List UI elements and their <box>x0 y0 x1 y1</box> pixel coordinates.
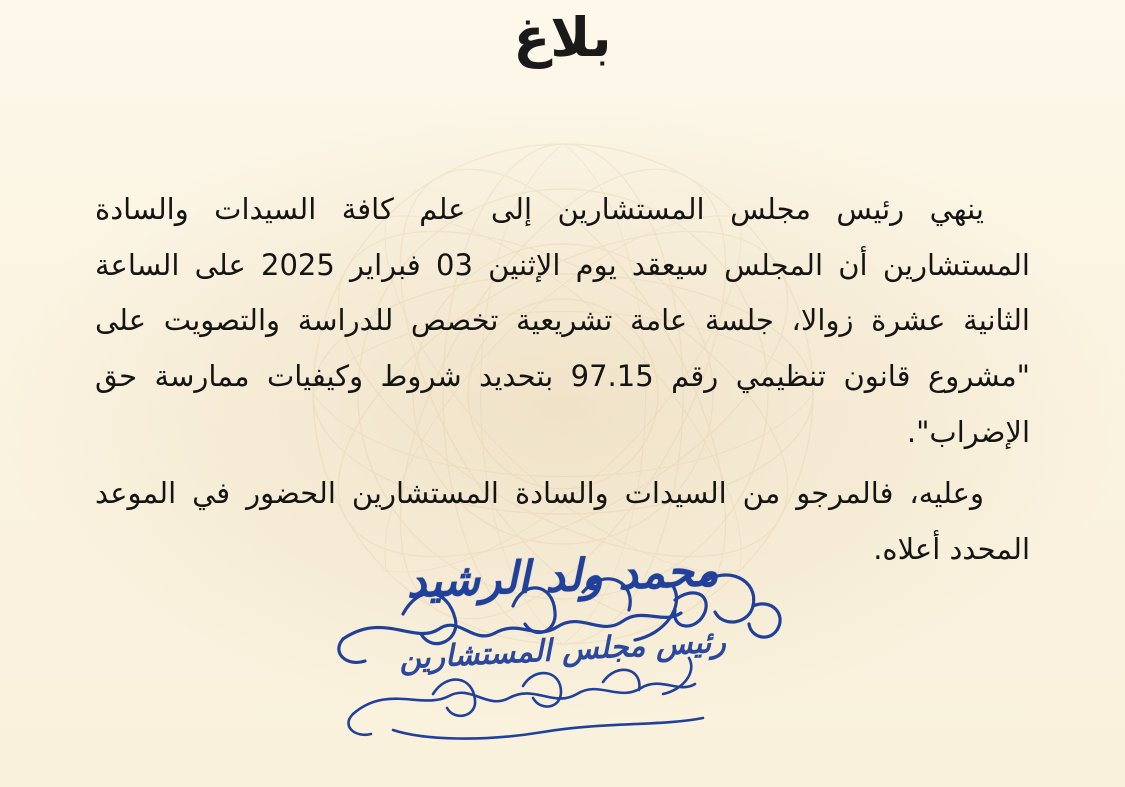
body-paragraph-2: وعليه، فالمرجو من السيدات والسادة المستشارين الحضور في الموعد المحدد أعلاه. <box>95 476 1030 567</box>
body-paragraph-1: ينهي رئيس مجلس المستشارين إلى علم كافة السيدات والسادة المستشارين أن المجلس سيعقد يوم الإثنين 03 فبراير 2025 على الساعة الثانية عشرة زوالا، جلسة عامة تشريعية تخصص للدراسة والتصويت على "مشروع قانون تنظيمي رقم 97.15 بتحديد شروط وكيفيات ممارسة حق الإضراب". <box>95 192 1030 449</box>
signature-role: رئيس مجلس المستشارين <box>398 624 727 677</box>
signature-name: محمد ولد الرشيد <box>405 545 720 608</box>
document-body <box>95 182 1030 584</box>
signature-block <box>0 537 1125 767</box>
page-title: بلاغ <box>513 6 612 69</box>
handwritten-signature-icon <box>283 544 843 759</box>
